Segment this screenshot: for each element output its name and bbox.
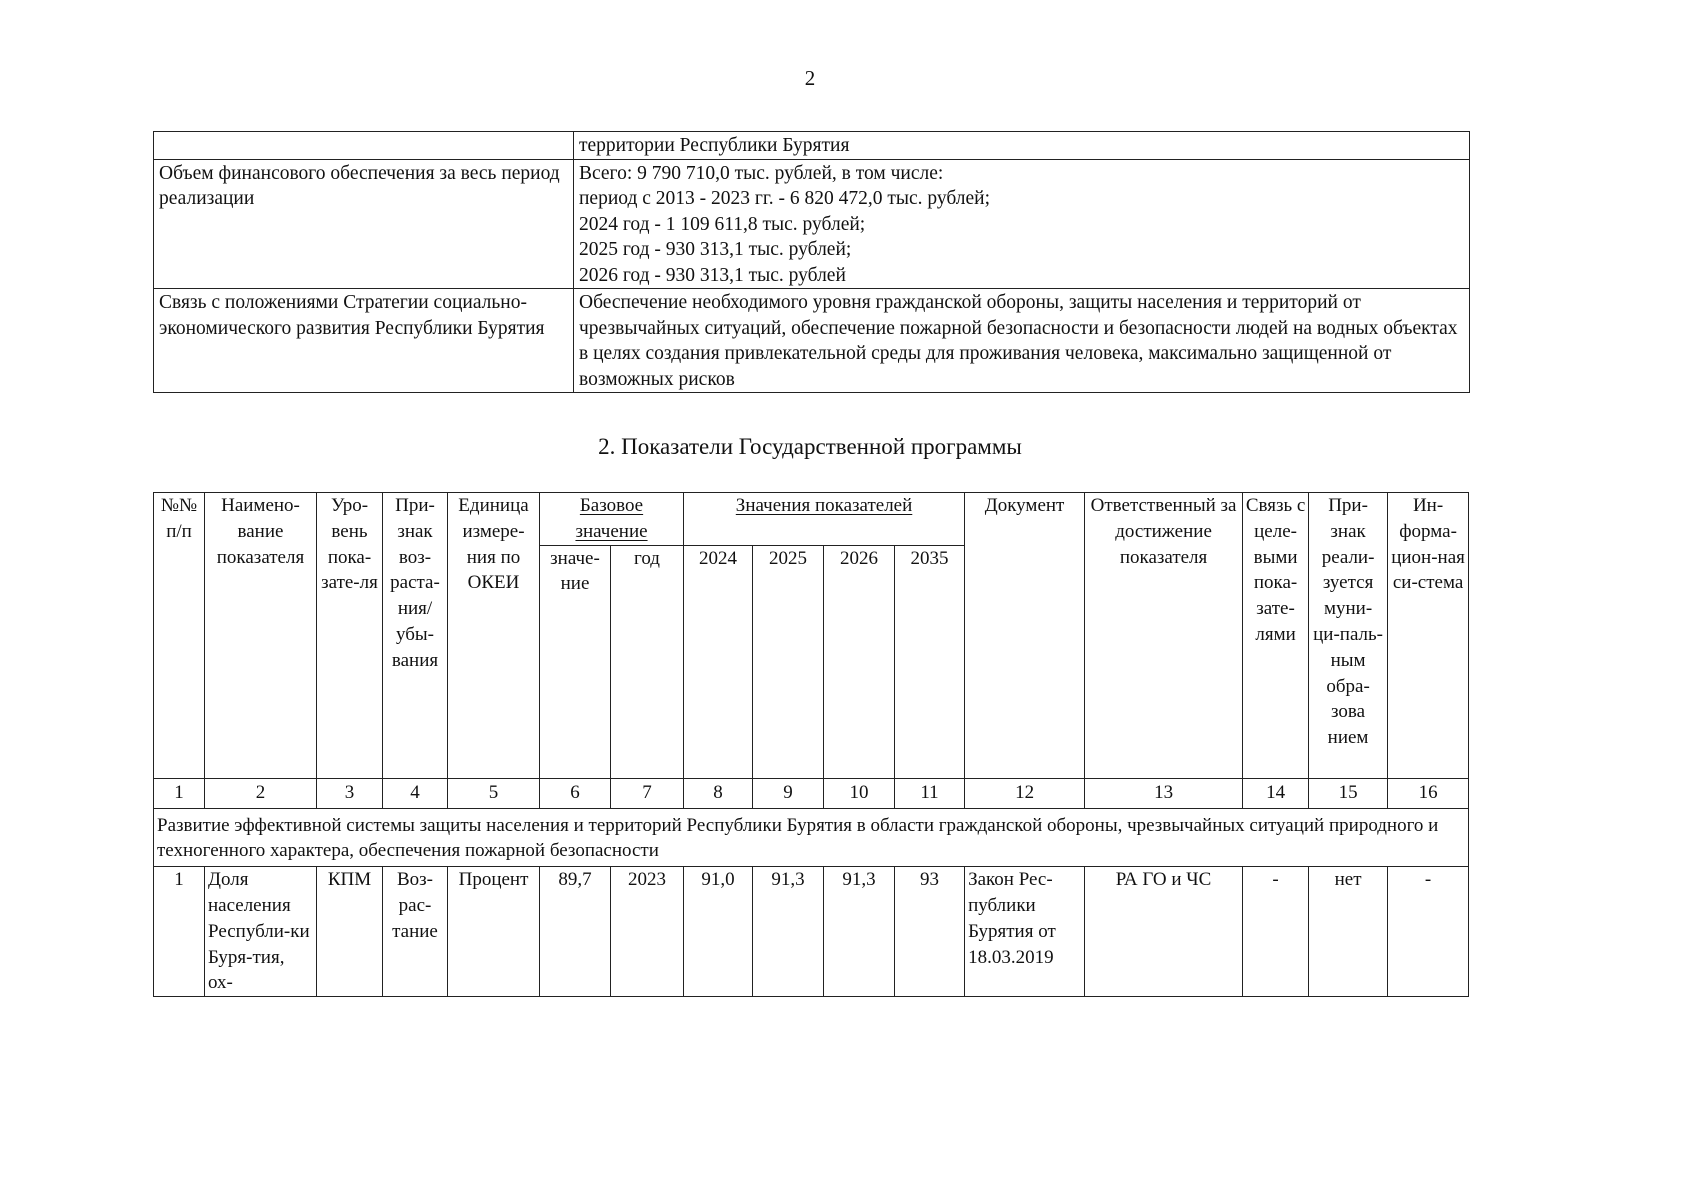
- passport-label: Объем финансового обеспечения за весь период реализации: [154, 159, 574, 289]
- header-link: Связь с целе-выми пока-зате-лями: [1243, 493, 1309, 779]
- header-base-year: год: [611, 545, 684, 778]
- column-number: 10: [824, 778, 895, 808]
- cell-link: -: [1243, 867, 1309, 997]
- funding-line: 2024 год - 1 109 611,8 тыс. рублей;: [579, 213, 866, 235]
- header-base: [540, 493, 684, 546]
- header-year-2026: 2026: [824, 545, 895, 778]
- header-values: [684, 493, 965, 546]
- goal-section-text: Развитие эффективной системы защиты населения и территорий Республики Бурятия в области гражданской обороны, чрезвычайных ситуаций природного и техногенного характера, обеспечения пожарной безопасности: [154, 808, 1469, 867]
- header-unit: Единица измере-ния по ОКЕИ: [448, 493, 540, 779]
- cell-municipal: нет: [1309, 867, 1388, 997]
- funding-line: Всего: 9 790 710,0 тыс. рублей, в том числе:: [579, 162, 944, 184]
- cell-document: Закон Рес-публики Бурятия от 18.03.2019: [965, 867, 1085, 997]
- header-name: Наимено-вание показателя: [205, 493, 317, 779]
- header-row: [154, 493, 1469, 546]
- funding-line: 2026 год - 930 313,1 тыс. рублей: [579, 264, 846, 286]
- cell-sign: Воз-рас-тание: [383, 867, 448, 997]
- passport-value: Обеспечение необходимого уровня гражданской обороны, защиты населения и территорий от чрезвычайных ситуаций, обеспечение пожарной безопасности и безопасности людей на водных объектах в целях создания привлекательной среды для проживания человека, максимально защищенной от возможных рисков: [574, 289, 1470, 393]
- header-values-label: Значения показателей: [735, 495, 913, 516]
- column-number: 6: [540, 778, 611, 808]
- passport-row: [154, 289, 1470, 393]
- cell-2035: 93: [895, 867, 965, 997]
- column-number: 13: [1085, 778, 1243, 808]
- header-base-value: значе-ние: [540, 545, 611, 778]
- passport-value: [574, 159, 1470, 289]
- passport-label: Связь с положениями Стратегии социально-экономического развития Республики Бурятия: [154, 289, 574, 393]
- header-sign: При-знак воз-раста-ния/ убы-вания: [383, 493, 448, 779]
- header-num: №№ п/п: [154, 493, 205, 779]
- table-row: [154, 867, 1469, 997]
- header-year-2035: 2035: [895, 545, 965, 778]
- passport-value: территории Республики Бурятия: [574, 132, 1470, 160]
- cell-base-year: 2023: [611, 867, 684, 997]
- header-year-2025: 2025: [753, 545, 824, 778]
- header-info-system: Ин-форма-цион-ная си-стема: [1388, 493, 1469, 779]
- column-number: 2: [205, 778, 317, 808]
- cell-unit: Процент: [448, 867, 540, 997]
- column-number: 7: [611, 778, 684, 808]
- column-number: 12: [965, 778, 1085, 808]
- column-number: 8: [684, 778, 753, 808]
- column-number: 15: [1309, 778, 1388, 808]
- cell-num: 1: [154, 867, 205, 997]
- column-numbers-row: [154, 778, 1469, 808]
- header-responsible: Ответственный за достижение показателя: [1085, 493, 1243, 779]
- passport-label: [154, 132, 574, 160]
- header-year-2024: 2024: [684, 545, 753, 778]
- header-municipal: При-знак реали-зуется муни-ци-паль-ным обра-зова нием: [1309, 493, 1388, 779]
- column-number: 5: [448, 778, 540, 808]
- passport-table: [153, 131, 1470, 393]
- cell-2024: 91,0: [684, 867, 753, 997]
- cell-level: КПМ: [317, 867, 383, 997]
- header-base-label: Базовое значение: [575, 495, 648, 542]
- cell-2026: 91,3: [824, 867, 895, 997]
- indicators-table: [153, 492, 1469, 997]
- goal-section-row: [154, 808, 1469, 867]
- column-number: 11: [895, 778, 965, 808]
- column-number: 4: [383, 778, 448, 808]
- page-number: 2: [804, 66, 816, 90]
- column-number: 9: [753, 778, 824, 808]
- column-number: 1: [154, 778, 205, 808]
- cell-base-value: 89,7: [540, 867, 611, 997]
- passport-row: [154, 159, 1470, 289]
- passport-row: [154, 132, 1470, 160]
- column-number: 16: [1388, 778, 1469, 808]
- column-number: 14: [1243, 778, 1309, 808]
- column-number: 3: [317, 778, 383, 808]
- section-title: 2. Показатели Государственной программы: [598, 434, 1022, 459]
- cell-2025: 91,3: [753, 867, 824, 997]
- cell-info-system: -: [1388, 867, 1469, 997]
- header-document: Документ: [965, 493, 1085, 779]
- funding-line: 2025 год - 930 313,1 тыс. рублей;: [579, 239, 852, 260]
- header-level: Уро-вень пока-зате-ля: [317, 493, 383, 779]
- funding-line: период с 2013 - 2023 гг. - 6 820 472,0 тыс. рублей;: [579, 188, 991, 209]
- cell-responsible: РА ГО и ЧС: [1085, 867, 1243, 997]
- cell-name: Доля населения Республи-ки Буря-тия, ох-: [205, 867, 317, 997]
